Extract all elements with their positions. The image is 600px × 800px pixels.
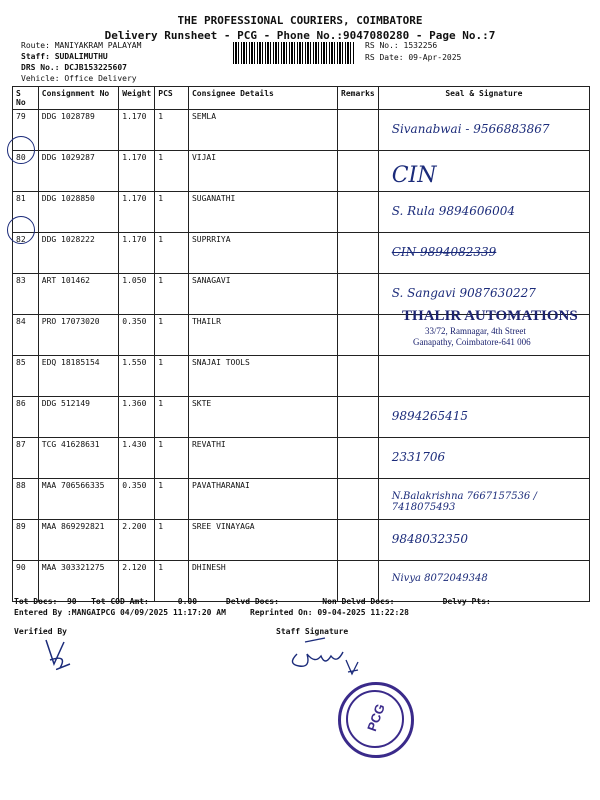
consignment-cell: DDG 1029287 bbox=[38, 151, 119, 192]
signature-cell bbox=[378, 520, 589, 561]
rs-number: RS No.: 1532256 bbox=[365, 41, 438, 50]
weight-cell: 1.360 bbox=[119, 397, 155, 438]
table-row bbox=[13, 192, 590, 233]
consignment-cell: ART 101462 bbox=[38, 274, 119, 315]
hand-circle-mark bbox=[7, 216, 35, 244]
consignment-cell: TCG 41628631 bbox=[38, 438, 119, 479]
consignment-cell: PRO 17073020 bbox=[38, 315, 119, 356]
consignee-cell: SKTE bbox=[188, 397, 337, 438]
pcs-cell: 1 bbox=[155, 561, 189, 602]
handwritten-signature: 2331706 bbox=[391, 450, 446, 464]
consignee-cell: PAVATHARANAI bbox=[188, 479, 337, 520]
table-row bbox=[13, 151, 590, 192]
initials-mark bbox=[342, 656, 362, 680]
table-row bbox=[13, 561, 590, 602]
remarks-cell bbox=[338, 479, 379, 520]
serial-cell: 79 bbox=[13, 110, 39, 151]
consignment-cell: DDG 1028850 bbox=[38, 192, 119, 233]
handwritten-signature: 9848032350 bbox=[391, 532, 469, 546]
weight-cell: 0.350 bbox=[119, 315, 155, 356]
table-row bbox=[13, 356, 590, 397]
barcode bbox=[233, 42, 355, 64]
signature-cell bbox=[378, 397, 589, 438]
consignment-cell: DDG 1028789 bbox=[38, 110, 119, 151]
handwritten-signature: CIN 9894082339 bbox=[391, 245, 497, 259]
signature-cell bbox=[378, 438, 589, 479]
weight-cell: 1.050 bbox=[119, 274, 155, 315]
weight-cell: 1.550 bbox=[119, 356, 155, 397]
consignment-cell: DDG 1028222 bbox=[38, 233, 119, 274]
totals-line: Tot Docs: 90 Tot COD Amt: 0.00 Delvd Docs: Non Delvd Docs: Delvy Pts: bbox=[14, 597, 491, 606]
entered-by-line: Entered By :MANGAIPCG 04/09/2025 11:17:20 AM Reprinted On: 09-04-2025 11:22:28 bbox=[14, 608, 409, 617]
remarks-cell bbox=[338, 233, 379, 274]
consignee-cell: SEMLA bbox=[188, 110, 337, 151]
remarks-cell bbox=[338, 356, 379, 397]
serial-cell: 85 bbox=[13, 356, 39, 397]
table-header-row bbox=[13, 87, 590, 110]
signature-cell bbox=[378, 110, 589, 151]
rs-date: RS Date: 09-Apr-2025 bbox=[365, 53, 462, 62]
signature-cell bbox=[378, 151, 589, 192]
pcs-cell: 1 bbox=[155, 397, 189, 438]
weight-cell: 1.170 bbox=[119, 233, 155, 274]
hand-circle-mark bbox=[7, 136, 35, 164]
serial-cell: 81 bbox=[13, 192, 39, 233]
pcs-cell: 1 bbox=[155, 315, 189, 356]
table-row bbox=[13, 438, 590, 479]
consignee-cell: VIJAI bbox=[188, 151, 337, 192]
runsheet-subtitle: Delivery Runsheet - PCG - Phone No.:9047080280 - Page No.:7 bbox=[104, 29, 496, 42]
pcs-cell: 1 bbox=[155, 520, 189, 561]
column-header: Consignee Details bbox=[188, 87, 337, 110]
consignment-cell: DDG 512149 bbox=[38, 397, 119, 438]
seal-text: PCG bbox=[364, 701, 388, 734]
remarks-cell bbox=[338, 151, 379, 192]
serial-cell: 90 bbox=[13, 561, 39, 602]
serial-cell: 80 bbox=[13, 151, 39, 192]
pcs-cell: 1 bbox=[155, 479, 189, 520]
weight-cell: 2.200 bbox=[119, 520, 155, 561]
pcs-cell: 1 bbox=[155, 192, 189, 233]
consignee-cell: THAILR bbox=[188, 315, 337, 356]
serial-cell: 86 bbox=[13, 397, 39, 438]
pcg-seal bbox=[338, 682, 414, 758]
table-row bbox=[13, 233, 590, 274]
column-header: Seal & Signature bbox=[378, 87, 589, 110]
serial-cell: 84 bbox=[13, 315, 39, 356]
serial-cell: 83 bbox=[13, 274, 39, 315]
consignee-cell: SUGANATHI bbox=[188, 192, 337, 233]
handwritten-signature: Sivanabwai - 9566883867 bbox=[391, 122, 550, 136]
staff: Staff: SUDALIMUTHU bbox=[21, 52, 108, 61]
pcs-cell: 1 bbox=[155, 356, 189, 397]
remarks-cell bbox=[338, 274, 379, 315]
signature-cell bbox=[378, 479, 589, 520]
company-stamp-address: 33/72, Ramnagar, 4th Street bbox=[425, 326, 526, 336]
weight-cell: 0.350 bbox=[119, 479, 155, 520]
weight-cell: 1.170 bbox=[119, 151, 155, 192]
column-header: S No bbox=[13, 87, 39, 110]
column-header: PCS bbox=[155, 87, 189, 110]
remarks-cell bbox=[338, 315, 379, 356]
verified-signature bbox=[40, 634, 80, 674]
route: Route: MANIYAKRAM PALAYAM bbox=[21, 41, 142, 50]
remarks-cell bbox=[338, 520, 379, 561]
table-row bbox=[13, 479, 590, 520]
signature-cell bbox=[378, 356, 589, 397]
handwritten-signature: CIN bbox=[391, 163, 437, 188]
handwritten-signature: S. Sangavi 9087630227 bbox=[391, 286, 536, 300]
serial-cell: 82 bbox=[13, 233, 39, 274]
remarks-cell bbox=[338, 192, 379, 233]
serial-cell: 88 bbox=[13, 479, 39, 520]
consignment-cell: MAA 303321275 bbox=[38, 561, 119, 602]
consignee-cell: SANAGAVI bbox=[188, 274, 337, 315]
consignee-cell: SREE VINAYAGA bbox=[188, 520, 337, 561]
company-stamp-city: Ganapathy, Coimbatore-641 006 bbox=[413, 337, 531, 347]
consignee-cell: DHINESH bbox=[188, 561, 337, 602]
pcs-cell: 1 bbox=[155, 438, 189, 479]
consignment-cell: MAA 869292821 bbox=[38, 520, 119, 561]
serial-cell: 87 bbox=[13, 438, 39, 479]
company-title: THE PROFESSIONAL COURIERS, COIMBATORE bbox=[177, 14, 423, 27]
consignee-cell: REVATHI bbox=[188, 438, 337, 479]
signature-cell bbox=[378, 192, 589, 233]
weight-cell: 1.170 bbox=[119, 192, 155, 233]
company-stamp-name: THALIR AUTOMATIONS bbox=[402, 308, 578, 324]
pcs-cell: 1 bbox=[155, 151, 189, 192]
consignment-cell: MAA 706566335 bbox=[38, 479, 119, 520]
handwritten-signature: N.Balakrishna 7667157536 / 7418075493 bbox=[391, 491, 537, 513]
pcs-cell: 1 bbox=[155, 233, 189, 274]
weight-cell: 1.430 bbox=[119, 438, 155, 479]
table-row bbox=[13, 110, 590, 151]
weight-cell: 2.120 bbox=[119, 561, 155, 602]
handwritten-signature: Nivya 8072049348 bbox=[391, 573, 488, 584]
remarks-cell bbox=[338, 397, 379, 438]
vehicle: Vehicle: Office Delivery bbox=[21, 74, 137, 83]
weight-cell: 1.170 bbox=[119, 110, 155, 151]
handwritten-signature: 9894265415 bbox=[391, 409, 469, 423]
verified-by-label: Verified By bbox=[14, 627, 67, 636]
column-header: Consignment No bbox=[38, 87, 119, 110]
column-header: Weight bbox=[119, 87, 155, 110]
signature-cell bbox=[378, 561, 589, 602]
consignee-cell: SUPRRIYA bbox=[188, 233, 337, 274]
handwritten-signature: S. Rula 9894606004 bbox=[391, 204, 516, 218]
pcs-cell: 1 bbox=[155, 274, 189, 315]
table-row bbox=[13, 397, 590, 438]
signature-cell bbox=[378, 233, 589, 274]
consignment-cell: EDQ 18185154 bbox=[38, 356, 119, 397]
table-row bbox=[13, 520, 590, 561]
consignee-cell: SNAJAI TOOLS bbox=[188, 356, 337, 397]
remarks-cell bbox=[338, 438, 379, 479]
column-header: Remarks bbox=[338, 87, 379, 110]
remarks-cell bbox=[338, 561, 379, 602]
staff-signature-label: Staff Signature bbox=[276, 627, 349, 636]
serial-cell: 89 bbox=[13, 520, 39, 561]
drs-number: DRS No.: DCJB153225607 bbox=[21, 63, 127, 72]
pcs-cell: 1 bbox=[155, 110, 189, 151]
remarks-cell bbox=[338, 110, 379, 151]
